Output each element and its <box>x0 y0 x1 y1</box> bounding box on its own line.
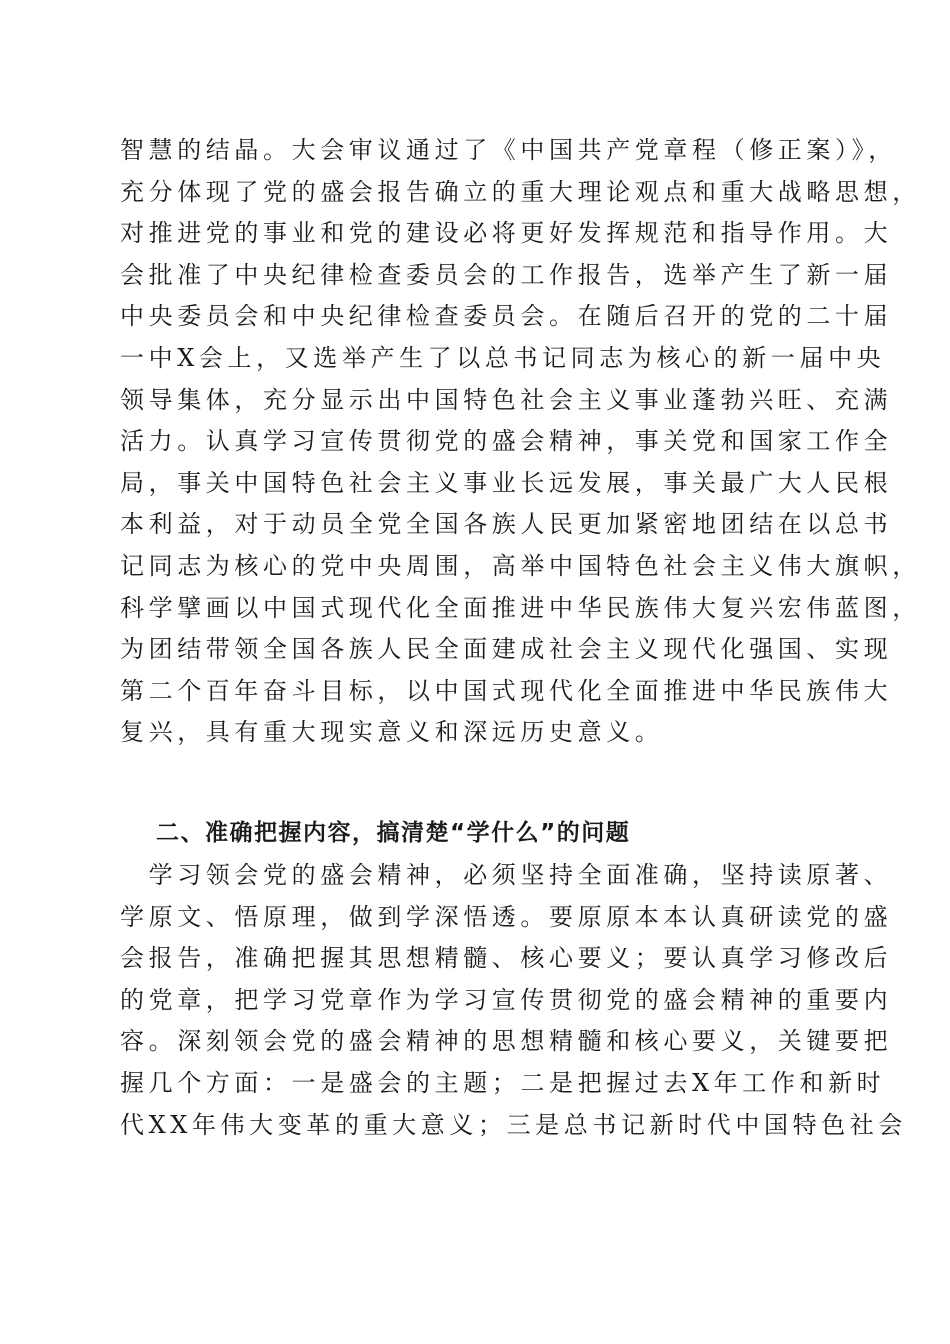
text-line: 对推进党的事业和党的建设必将更好发挥规范和指导作用。大 <box>120 219 893 248</box>
text-line: 学习领会党的盛会精神，必须坚持全面准确，坚持读原著、 <box>120 861 893 889</box>
text-line: 学原文、悟原理，做到学深悟透。要原原本本认真研读党的盛 <box>120 902 893 931</box>
text-line: 科学擘画以中国式现代化全面推进中华民族伟大复兴宏伟蓝图， <box>120 593 921 622</box>
text-line: 复兴，具有重大现实意义和深远历史意义。 <box>120 718 664 747</box>
text-line: 的党章，把学习党章作为学习宣传贯彻党的盛会精神的重要内 <box>120 985 893 1014</box>
text-line: 为团结带领全国各族人民全面建成社会主义现代化强国、实现 <box>120 635 893 664</box>
text-line: 会批准了中央纪律检查委员会的工作报告，选举产生了新一届 <box>120 260 893 289</box>
text-line: 领导集体，充分显示出中国特色社会主义事业蓬勃兴旺、充满 <box>120 385 893 414</box>
text-line: 一中X会上，又选举产生了以总书记同志为核心的新一届中央 <box>120 343 886 372</box>
text-line: 中央委员会和中央纪律检查委员会。在随后召开的党的二十届 <box>120 302 893 331</box>
text-line: 本利益，对于动员全党全国各族人民更加紧密地团结在以总书 <box>120 510 893 539</box>
text-line: 局，事关中国特色社会主义事业长远发展，事关最广大人民根 <box>120 468 893 497</box>
body-paragraph-2 <box>120 855 907 1146</box>
text-line: 智慧的结晶。大会审议通过了《中国共产党章程（修正案）》， <box>120 136 897 164</box>
text-line: 充分体现了党的盛会报告确立的重大理论观点和重大战略思想， <box>120 177 921 206</box>
text-line: 第二个百年奋斗目标，以中国式现代化全面推进中华民族伟大 <box>120 676 893 705</box>
text-line: 代XX年伟大变革的重大意义；三是总书记新时代中国特色社会 <box>120 1110 907 1139</box>
section-heading: 二、准确把握内容，搞清楚“学什么”的问题 <box>156 820 631 846</box>
text-line: 活力。认真学习宣传贯彻党的盛会精神，事关党和国家工作全 <box>120 427 893 456</box>
text-line: 容。深刻领会党的盛会精神的思想精髓和核心要义，关键要把 <box>120 1027 893 1056</box>
text-line: 记同志为核心的党中央周围，高举中国特色社会主义伟大旗帜， <box>120 551 921 580</box>
text-line: 握几个方面：一是盛会的主题；二是把握过去X年工作和新时 <box>120 1068 886 1097</box>
body-paragraph-1 <box>120 130 921 754</box>
text-line: 会报告，准确把握其思想精髓、核心要义；要认真学习修改后 <box>120 944 893 973</box>
